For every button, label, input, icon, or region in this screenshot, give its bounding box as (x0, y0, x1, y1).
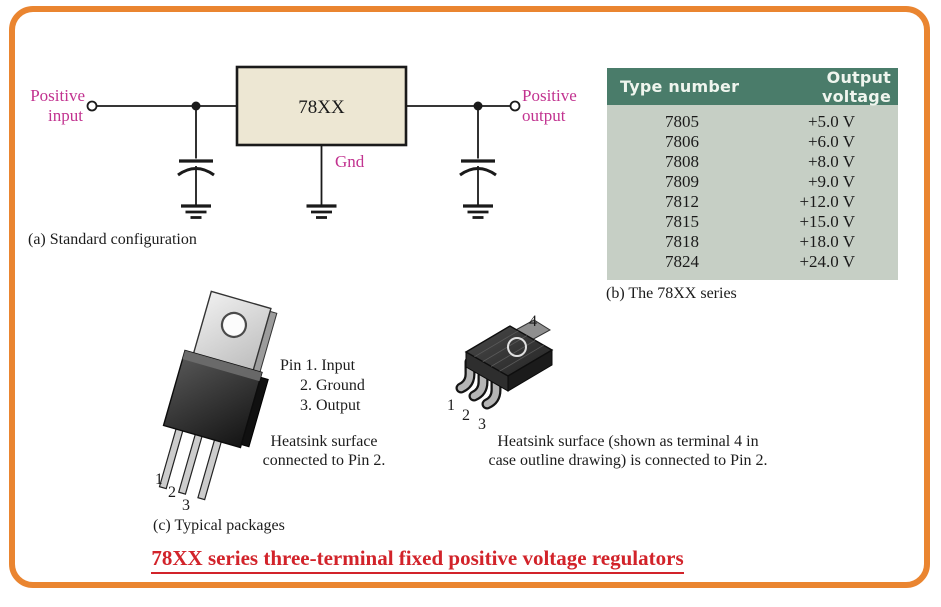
positive-output-label-line1: Positive (522, 86, 577, 105)
table-body (607, 105, 898, 280)
type-number-cell: 7824 (665, 252, 699, 271)
pin-function-list (280, 356, 365, 416)
figure-title (120, 546, 715, 574)
dpak-pin4-label: 4 (529, 313, 537, 330)
output-voltage-cell: +12.0 V (799, 192, 855, 211)
input-terminal-circle (88, 102, 97, 111)
dpak-heatsink-note (467, 432, 789, 470)
table-row (607, 192, 898, 212)
regulator-table (607, 68, 898, 280)
dpak-heatsink-note-line2: case outline drawing) is connected to Pin 2. (488, 452, 768, 469)
pin-function-2: 2. Ground (300, 377, 365, 394)
output-terminal-circle (511, 102, 520, 111)
type-number-cell: 7806 (665, 132, 699, 151)
ground-symbol (307, 206, 337, 218)
pin-function-3: 3. Output (300, 397, 361, 414)
table-row (607, 212, 898, 232)
caption-c: (c) Typical packages (153, 517, 285, 534)
dpak-pin1-label: 1 (447, 397, 455, 414)
table-row (607, 152, 898, 172)
table-row (607, 172, 898, 192)
type-number-cell: 7805 (665, 112, 699, 131)
dpak-pin3-label: 3 (478, 416, 486, 433)
output-voltage-cell: +6.0 V (807, 132, 855, 151)
table-header-row (607, 68, 898, 105)
caption-b: (b) The 78XX series (606, 285, 737, 302)
output-voltage-cell: +24.0 V (799, 252, 855, 271)
output-voltage-cell: +8.0 V (807, 152, 855, 171)
output-voltage-cell: +9.0 V (807, 172, 855, 191)
gnd-label: Gnd (335, 152, 365, 171)
output-voltage-cell: +18.0 V (799, 232, 855, 251)
standard-configuration-schematic (20, 55, 580, 225)
dpak-heatsink-note-line1: Heatsink surface (shown as terminal 4 in (497, 433, 759, 450)
pin-function-1: Pin 1. Input (280, 357, 356, 374)
type-number-cell: 7818 (665, 232, 699, 251)
regulator-label: 78XX (298, 97, 345, 118)
type-number-cell: 7809 (665, 172, 699, 191)
to220-package-drawing (147, 290, 287, 507)
figure-title-text: 78XX series three-terminal fixed positive voltage regulators (151, 546, 683, 574)
junction-dot (474, 102, 483, 111)
dpak-pin2-label: 2 (462, 407, 470, 424)
table-header-output-voltage: Output voltage (821, 67, 891, 106)
positive-input-label-line2: input (48, 106, 83, 125)
to220-pin1-label: 1 (155, 471, 163, 488)
to220-heatsink-note (244, 432, 404, 470)
positive-input-label-line1: Positive (30, 86, 85, 105)
table-header-type-number: Type number (620, 77, 740, 96)
type-number-cell: 7812 (665, 192, 699, 211)
table-row (607, 132, 898, 152)
table-row (607, 252, 898, 272)
junction-dot (192, 102, 201, 111)
ground-symbol (181, 206, 211, 218)
to220-heatsink-note-line1: Heatsink surface (270, 433, 378, 450)
table-row (607, 232, 898, 252)
output-voltage-cell: +5.0 V (807, 112, 855, 131)
to220-pin2-label: 2 (168, 484, 176, 501)
dpak-package-drawing (461, 320, 552, 404)
table-row (607, 112, 898, 132)
positive-output-label-line2: output (522, 106, 566, 125)
output-voltage-cell: +15.0 V (799, 212, 855, 231)
to220-heatsink-note-line2: connected to Pin 2. (262, 452, 386, 469)
to220-pin3-label: 3 (182, 497, 190, 514)
caption-a: (a) Standard configuration (28, 231, 197, 248)
ground-symbol (463, 206, 493, 218)
type-number-cell: 7808 (665, 152, 699, 171)
type-number-cell: 7815 (665, 212, 699, 231)
